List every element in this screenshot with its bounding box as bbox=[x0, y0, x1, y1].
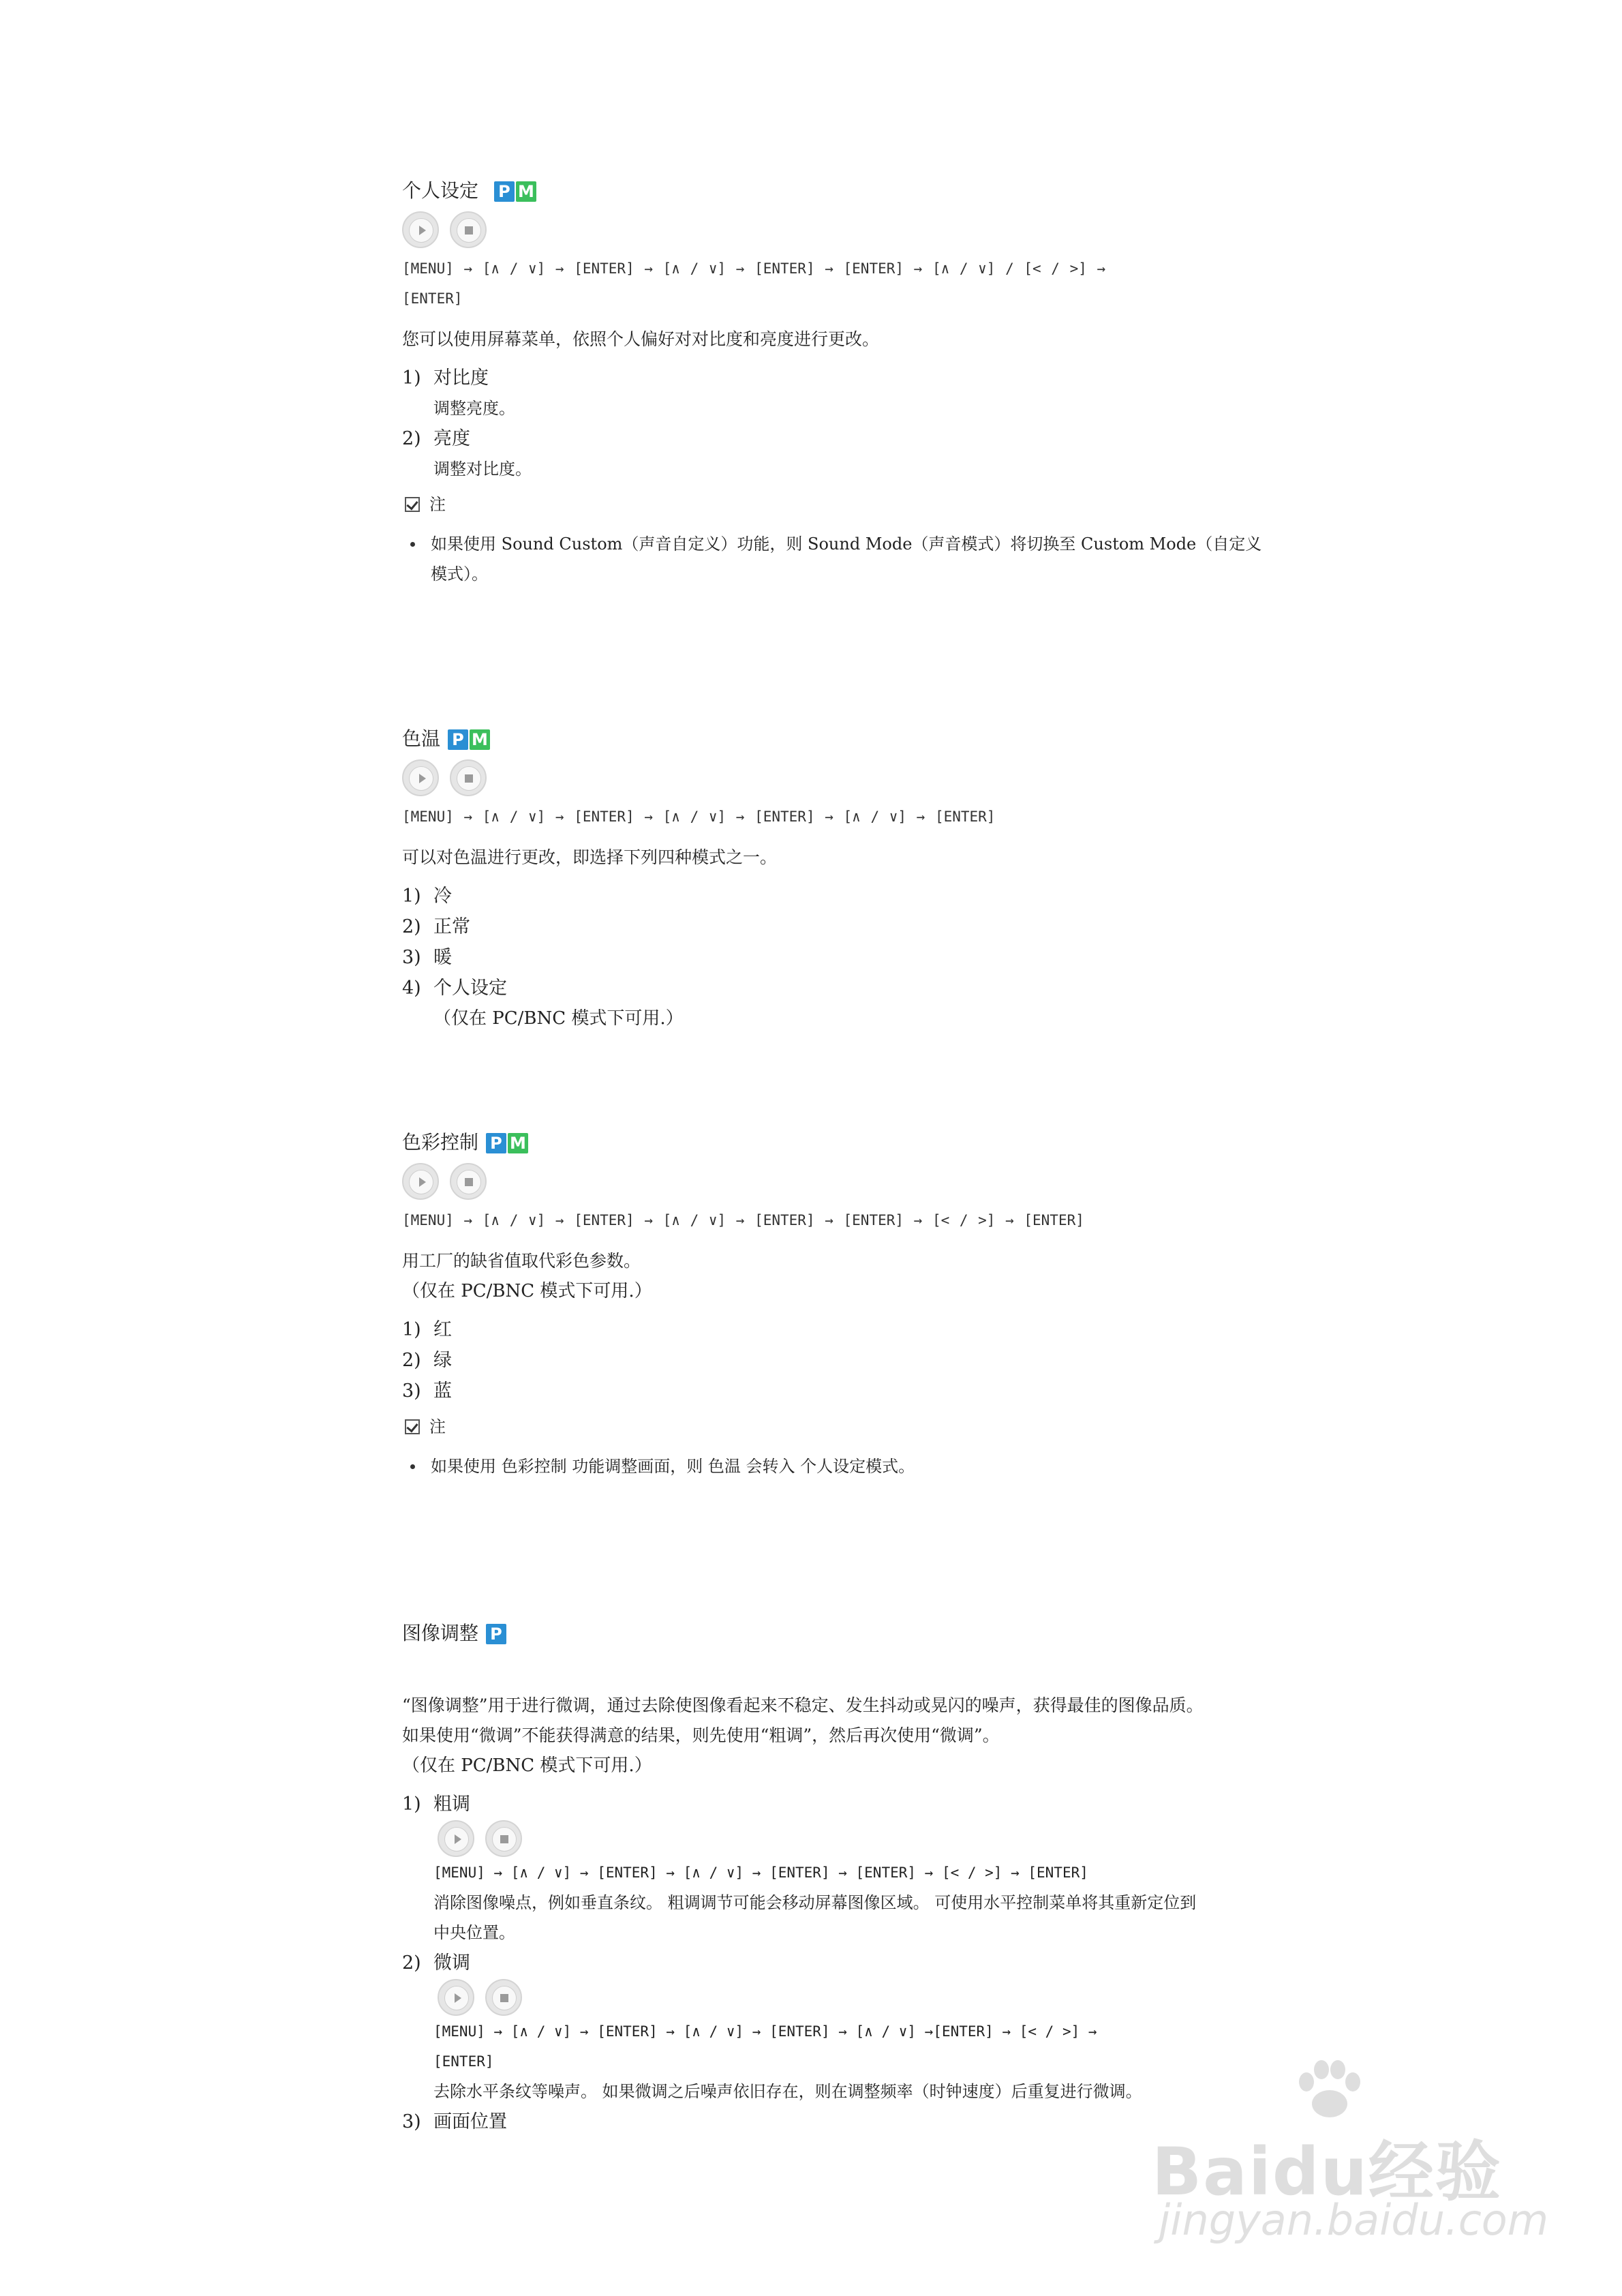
demo-controls bbox=[402, 206, 1315, 254]
section-title: 图像调整 bbox=[402, 1621, 479, 1644]
section-heading bbox=[402, 176, 1315, 206]
section-heading bbox=[402, 1618, 1315, 1648]
list-item-fine: 2) 微调 bbox=[402, 1952, 470, 1974]
pc-mode-badge-icon: P bbox=[448, 729, 468, 750]
list-item: 2) 亮度 bbox=[402, 428, 470, 449]
section-description: 可以对色温进行更改，即选择下列四种模式之一。 bbox=[402, 847, 778, 867]
menu-path: [MENU] → [∧ / ∨] → [ENTER] → [∧ / ∨] → [ENTER] → [ENTER] → [< / >] → [ENTER] bbox=[402, 1212, 1084, 1228]
multimedia-mode-badge-icon: M bbox=[470, 729, 490, 750]
list-item-description: 调整亮度。 bbox=[433, 399, 515, 418]
list-item-position: 3) 画面位置 bbox=[402, 2111, 507, 2132]
demo-controls bbox=[402, 754, 1315, 802]
section-title: 色温 bbox=[402, 727, 441, 750]
baidu-watermark bbox=[1152, 2059, 1549, 2263]
play-button-icon[interactable] bbox=[438, 1820, 474, 1857]
play-button-icon[interactable] bbox=[438, 1979, 474, 2016]
menu-path: [MENU] → [∧ / ∨] → [ENTER] → [∧ / ∨] → [ENTER] → [ENTER] → [< / >] → [ENTER] bbox=[433, 1864, 1088, 1881]
note-header: 注 bbox=[402, 489, 1315, 519]
play-button-icon[interactable] bbox=[402, 1163, 439, 1200]
list-item-description: 中央位置。 bbox=[433, 1923, 515, 1942]
play-button-icon[interactable] bbox=[402, 759, 439, 796]
menu-path: [MENU] → [∧ / ∨] → [ENTER] → [∧ / ∨] → [ENTER] → [ENTER] → [∧ / ∨] / [< / >] → bbox=[402, 260, 1106, 277]
menu-path: [MENU] → [∧ / ∨] → [ENTER] → [∧ / ∨] → [ENTER] → [∧ / ∨] →[ENTER] → [< / >] → bbox=[433, 2023, 1097, 2040]
list-item-description: （仅在 PC/BNC 模式下可用.） bbox=[433, 1008, 684, 1029]
list-item-description: 去除水平条纹等噪声。 如果微调之后噪声依旧存在，则在调整频率（时钟速度）后重复进行微调。 bbox=[433, 2082, 1142, 2101]
stop-button-icon[interactable] bbox=[485, 1979, 522, 2016]
availability-note: （仅在 PC/BNC 模式下可用.） bbox=[402, 1755, 652, 1776]
list-item: 1) 冷 bbox=[402, 886, 452, 907]
stop-button-icon[interactable] bbox=[450, 1163, 487, 1200]
watermark-url: jingyan.baidu.com bbox=[1159, 2195, 1549, 2245]
availability-note: （仅在 PC/BNC 模式下可用.） bbox=[402, 1281, 652, 1301]
section-title: 个人设定 bbox=[402, 179, 479, 202]
menu-path-continued: [ENTER] bbox=[433, 2053, 494, 2070]
bullet-icon bbox=[410, 542, 415, 547]
list-item: 2) 正常 bbox=[402, 916, 470, 937]
section-heading bbox=[402, 724, 1315, 754]
note-bullet: 如果使用 Sound Custom（声音自定义）功能，则 Sound Mode（声音模式）将切换至 Custom Mode（自定义 模式）。 bbox=[402, 529, 1315, 589]
bullet-icon bbox=[410, 1464, 415, 1469]
section-title: 色彩控制 bbox=[402, 1130, 479, 1153]
mode-badges bbox=[486, 1129, 530, 1156]
section-description: 如果使用“微调”不能获得满意的结果，则先使用“粗调”，然后再次使用“微调”。 bbox=[402, 1725, 1000, 1745]
menu-path: [MENU] → [∧ / ∨] → [ENTER] → [∧ / ∨] → [ENTER] → [∧ / ∨] → [ENTER] bbox=[402, 809, 996, 825]
list-item: 3) 暖 bbox=[402, 947, 452, 968]
note-header: 注 bbox=[402, 1412, 1315, 1442]
pc-mode-badge-icon: P bbox=[486, 1624, 506, 1644]
pc-mode-badge-icon: P bbox=[494, 181, 515, 202]
mode-badges bbox=[494, 177, 538, 205]
mode-badges bbox=[448, 725, 491, 753]
section-description: 您可以使用屏幕菜单，依照个人偏好对对比度和亮度进行更改。 bbox=[402, 329, 880, 349]
watermark-logo: Baidu经验 bbox=[1152, 2134, 1502, 2210]
multimedia-mode-badge-icon: M bbox=[508, 1133, 528, 1153]
note-bullet: 如果使用 色彩控制 功能调整画面，则 色温 会转入 个人设定模式。 bbox=[402, 1451, 1315, 1481]
list-item: 4) 个人设定 bbox=[402, 978, 507, 999]
section-personal-settings bbox=[402, 176, 1315, 589]
list-item-description: 消除图像噪点，例如垂直条纹。 粗调调节可能会移动屏幕图像区域。 可使用水平控制菜单将其重新定位到 bbox=[433, 1893, 1197, 1912]
checkbox-note-icon bbox=[405, 497, 420, 512]
stop-button-icon[interactable] bbox=[450, 211, 487, 248]
play-button-icon[interactable] bbox=[402, 211, 439, 248]
section-color-control bbox=[402, 1128, 1315, 1481]
stop-button-icon[interactable] bbox=[485, 1820, 522, 1857]
list-item: 3) 蓝 bbox=[402, 1380, 452, 1402]
menu-path-continued: [ENTER] bbox=[402, 290, 463, 307]
demo-controls bbox=[402, 1819, 1315, 1858]
list-item: 1) 对比度 bbox=[402, 367, 489, 389]
list-item: 2) 绿 bbox=[402, 1350, 452, 1371]
section-description: 用工厂的缺省值取代彩色参数。 bbox=[402, 1251, 641, 1271]
section-color-temperature bbox=[402, 724, 1315, 1033]
demo-controls bbox=[402, 1978, 1315, 2016]
pc-mode-badge-icon: P bbox=[486, 1133, 506, 1153]
checkbox-note-icon bbox=[405, 1419, 420, 1434]
list-item: 1) 红 bbox=[402, 1319, 452, 1340]
mode-badges bbox=[486, 1620, 508, 1647]
multimedia-mode-badge-icon: M bbox=[516, 181, 536, 202]
list-item-coarse: 1) 粗调 bbox=[402, 1794, 470, 1815]
list-item-description: 调整对比度。 bbox=[433, 459, 532, 479]
section-heading bbox=[402, 1128, 1315, 1158]
stop-button-icon[interactable] bbox=[450, 759, 487, 796]
paw-icon bbox=[1291, 2059, 1366, 2120]
demo-controls bbox=[402, 1158, 1315, 1205]
section-description: “图像调整”用于进行微调，通过去除使图像看起来不稳定、发生抖动或晃闪的噪声，获得最佳的图像品质。 bbox=[402, 1695, 1204, 1715]
